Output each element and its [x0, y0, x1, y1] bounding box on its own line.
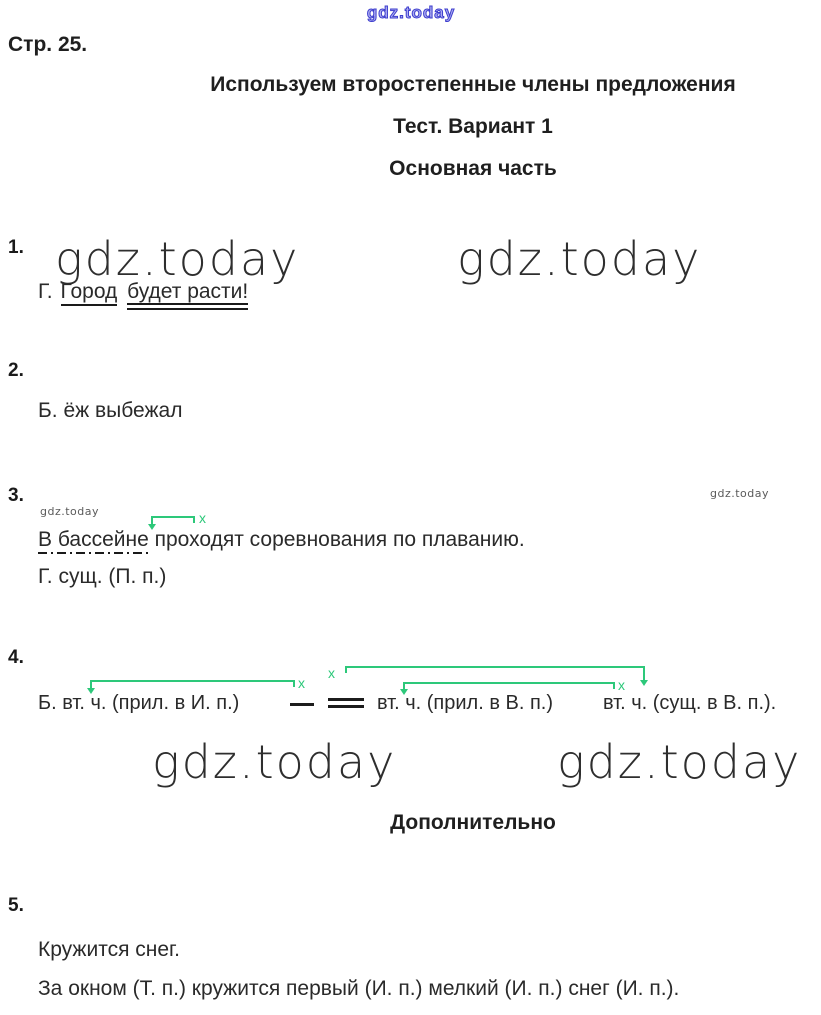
predicate-line-placeholder [328, 698, 364, 708]
item-1-answer [38, 280, 248, 304]
watermark-small: gdz.today [710, 487, 770, 500]
item-4-part3: вт. ч. (сущ. в В. п.). [603, 692, 777, 714]
q4-bracket-c-head-mark: х [618, 677, 625, 693]
item-1-subject-underlined: Город [61, 280, 118, 306]
q4-bracket-b-head-mark: х [328, 665, 335, 681]
test-variant-subtitle: Тест. Вариант 1 [393, 115, 553, 138]
q3-head-word-mark: х [199, 510, 206, 526]
section-extra-heading: Дополнительно [390, 811, 556, 834]
q4-bracket-c-tick [613, 682, 615, 689]
watermark-large: gdz.today [55, 232, 300, 286]
subject-line-placeholder [290, 703, 314, 706]
item-1-predicate-double-underlined: будет расти! [127, 280, 248, 310]
watermark-large: gdz.today [457, 232, 702, 286]
q3-arrow-tick [193, 516, 195, 523]
item-1-option-letter: Г. [38, 280, 53, 303]
item-3-sentence [38, 528, 525, 552]
item-3-answer: Г. сущ. (П. п.) [38, 565, 167, 588]
watermark-large: gdz.today [557, 735, 802, 789]
item-5-number: 5. [8, 895, 24, 916]
item-5-sentence-full: За окном (Т. п.) кружится первый (И. п.) мелкий (И. п.) снег (И. п.). [38, 977, 680, 1000]
item-1-number: 1. [8, 237, 24, 258]
item-4-number: 4. [8, 647, 24, 668]
item-3-adverbial-dashdot-underlined: В бассейне [38, 528, 149, 554]
item-4-part1: Б. вт. ч. (прил. в И. п.) [38, 692, 240, 714]
watermark-small: gdz.today [40, 505, 100, 518]
q4-bracket-a-head-mark: х [298, 675, 305, 691]
item-2-number: 2. [8, 360, 24, 381]
q4-bracket-c-horizontal [403, 682, 615, 684]
q3-arrow-horizontal [151, 516, 195, 518]
section-main-heading: Основная часть [389, 157, 557, 180]
q4-bracket-a-horizontal [90, 680, 295, 682]
item-3-sentence-rest: проходят соревнования по плаванию. [148, 528, 525, 551]
q4-bracket-b-arrow-head-icon [640, 680, 648, 686]
item-3-number: 3. [8, 485, 24, 506]
q4-bracket-b-horizontal [345, 666, 645, 668]
page-number-label: Стр. 25. [8, 33, 88, 56]
item-5-sentence-short: Кружится снег. [38, 938, 180, 961]
item-2-answer: Б. ёж выбежал [38, 399, 183, 422]
watermark-top: gdz.today [366, 3, 456, 22]
watermark-large: gdz.today [152, 735, 397, 789]
q4-bracket-a-tick [293, 680, 295, 687]
item-4-part2: вт. ч. (прил. в В. п.) [377, 692, 554, 714]
page-title: Используем второстепенные члены предложения [210, 73, 736, 96]
